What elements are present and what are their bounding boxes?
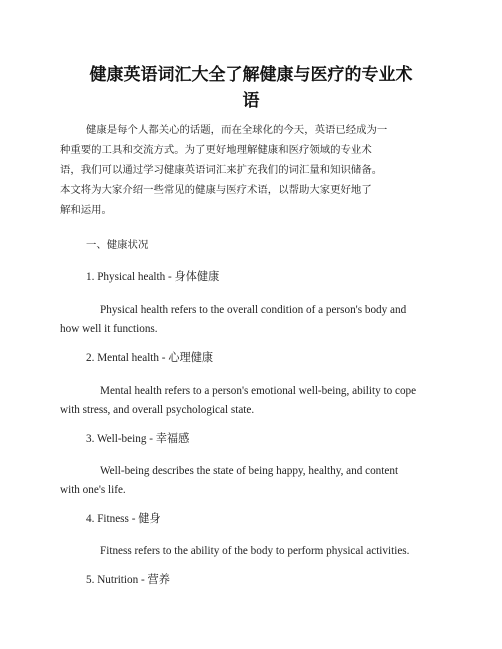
document-title-line-1: 健康英语词汇大全了解健康与医疗的专业术 bbox=[89, 65, 413, 85]
term-definition-line: Physical health refers to the overall condition of a person's body and bbox=[100, 304, 407, 316]
term-heading: 2. Mental health - 心理健康 bbox=[86, 352, 214, 364]
intro-paragraph-line: 健康是每个人都关心的话题，而在全球化的今天，英语已经成为一 bbox=[86, 124, 388, 136]
term-definition-line: Well-being describes the state of being happy, healthy, and content bbox=[100, 465, 399, 477]
term-definition-line: Fitness refers to the ability of the body to perform physical activities. bbox=[100, 545, 410, 557]
intro-paragraph-line: 语，我们可以通过学习健康英语词汇来扩充我们的词汇量和知识储备。 bbox=[60, 164, 383, 176]
document-title-line-2: 语 bbox=[242, 91, 260, 111]
term-heading: 1. Physical health - 身体健康 bbox=[86, 271, 220, 283]
term-heading: 4. Fitness - 健身 bbox=[86, 513, 161, 525]
intro-paragraph-line: 本文将为大家介绍一些常见的健康与医疗术语，以帮助大家更好地了 bbox=[60, 184, 372, 196]
term-definition-line: Mental health refers to a person's emotional well-being, ability to cope bbox=[100, 385, 417, 397]
section-heading: 一、健康状况 bbox=[86, 239, 149, 251]
term-definition-line: with stress, and overall psychological state. bbox=[60, 404, 255, 416]
intro-paragraph-line: 种重要的工具和交流方式。为了更好地理解健康和医疗领域的专业术 bbox=[60, 144, 372, 156]
intro-paragraph-line: 解和运用。 bbox=[60, 204, 112, 216]
term-heading: 5. Nutrition - 营养 bbox=[86, 574, 170, 586]
term-heading: 3. Well-being - 幸福感 bbox=[86, 433, 190, 445]
term-definition-line: how well it functions. bbox=[60, 323, 158, 335]
term-definition-line: with one's life. bbox=[60, 484, 126, 496]
